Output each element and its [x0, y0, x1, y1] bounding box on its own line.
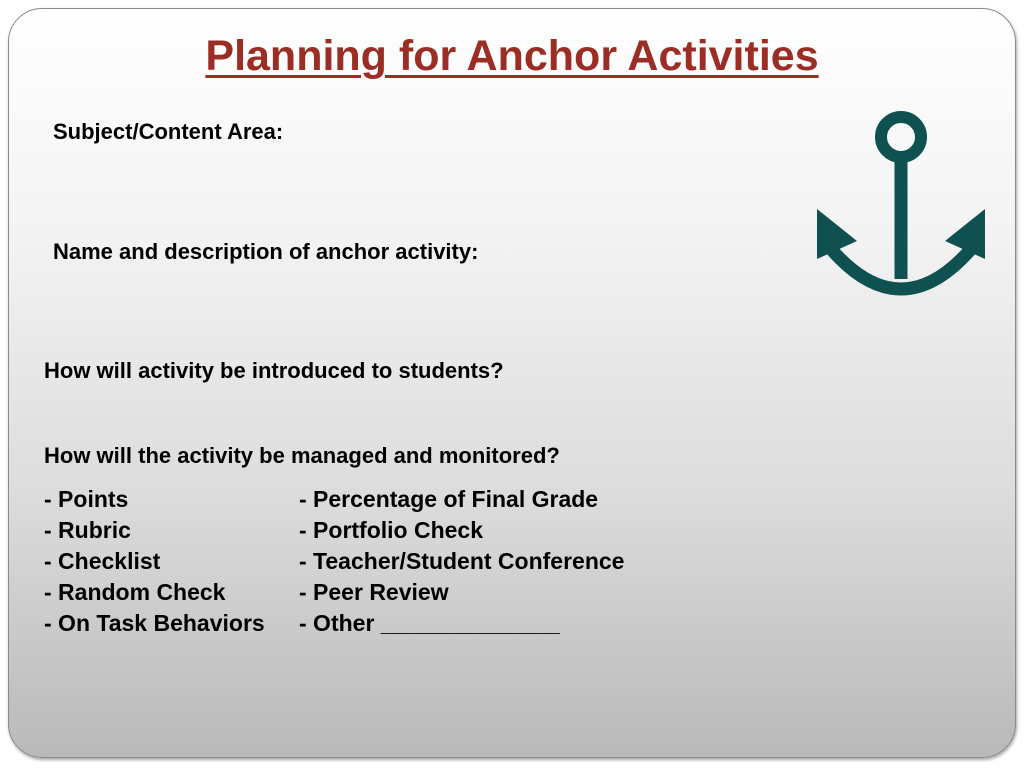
option-left: - Random Check [44, 579, 226, 605]
option-right: - Percentage of Final Grade [299, 486, 599, 512]
option-left: - On Task Behaviors [44, 610, 265, 636]
slide [8, 8, 1016, 758]
option-right: - Peer Review [299, 579, 449, 605]
anchor-icon [809, 99, 999, 299]
slide-title: Planning for Anchor Activities [205, 32, 819, 80]
introduction-question: How will activity be introduced to students? [44, 358, 504, 383]
management-question: How will the activity be managed and monitored? [44, 443, 560, 468]
option-left: - Checklist [44, 548, 161, 574]
option-left: - Rubric [44, 517, 131, 543]
option-right: - Portfolio Check [299, 517, 484, 543]
subject-content-area-label: Subject/Content Area: [53, 119, 284, 144]
option-right: - Other ______________ [299, 610, 560, 636]
list-item [44, 484, 624, 515]
option-right: - Teacher/Student Conference [299, 548, 625, 574]
monitoring-options-list [44, 484, 624, 639]
list-item [44, 608, 624, 639]
option-left: - Points [44, 486, 129, 512]
list-item [44, 546, 624, 577]
anchor-activity-name-label: Name and description of anchor activity: [53, 239, 479, 264]
list-item [44, 577, 624, 608]
list-item [44, 515, 624, 546]
